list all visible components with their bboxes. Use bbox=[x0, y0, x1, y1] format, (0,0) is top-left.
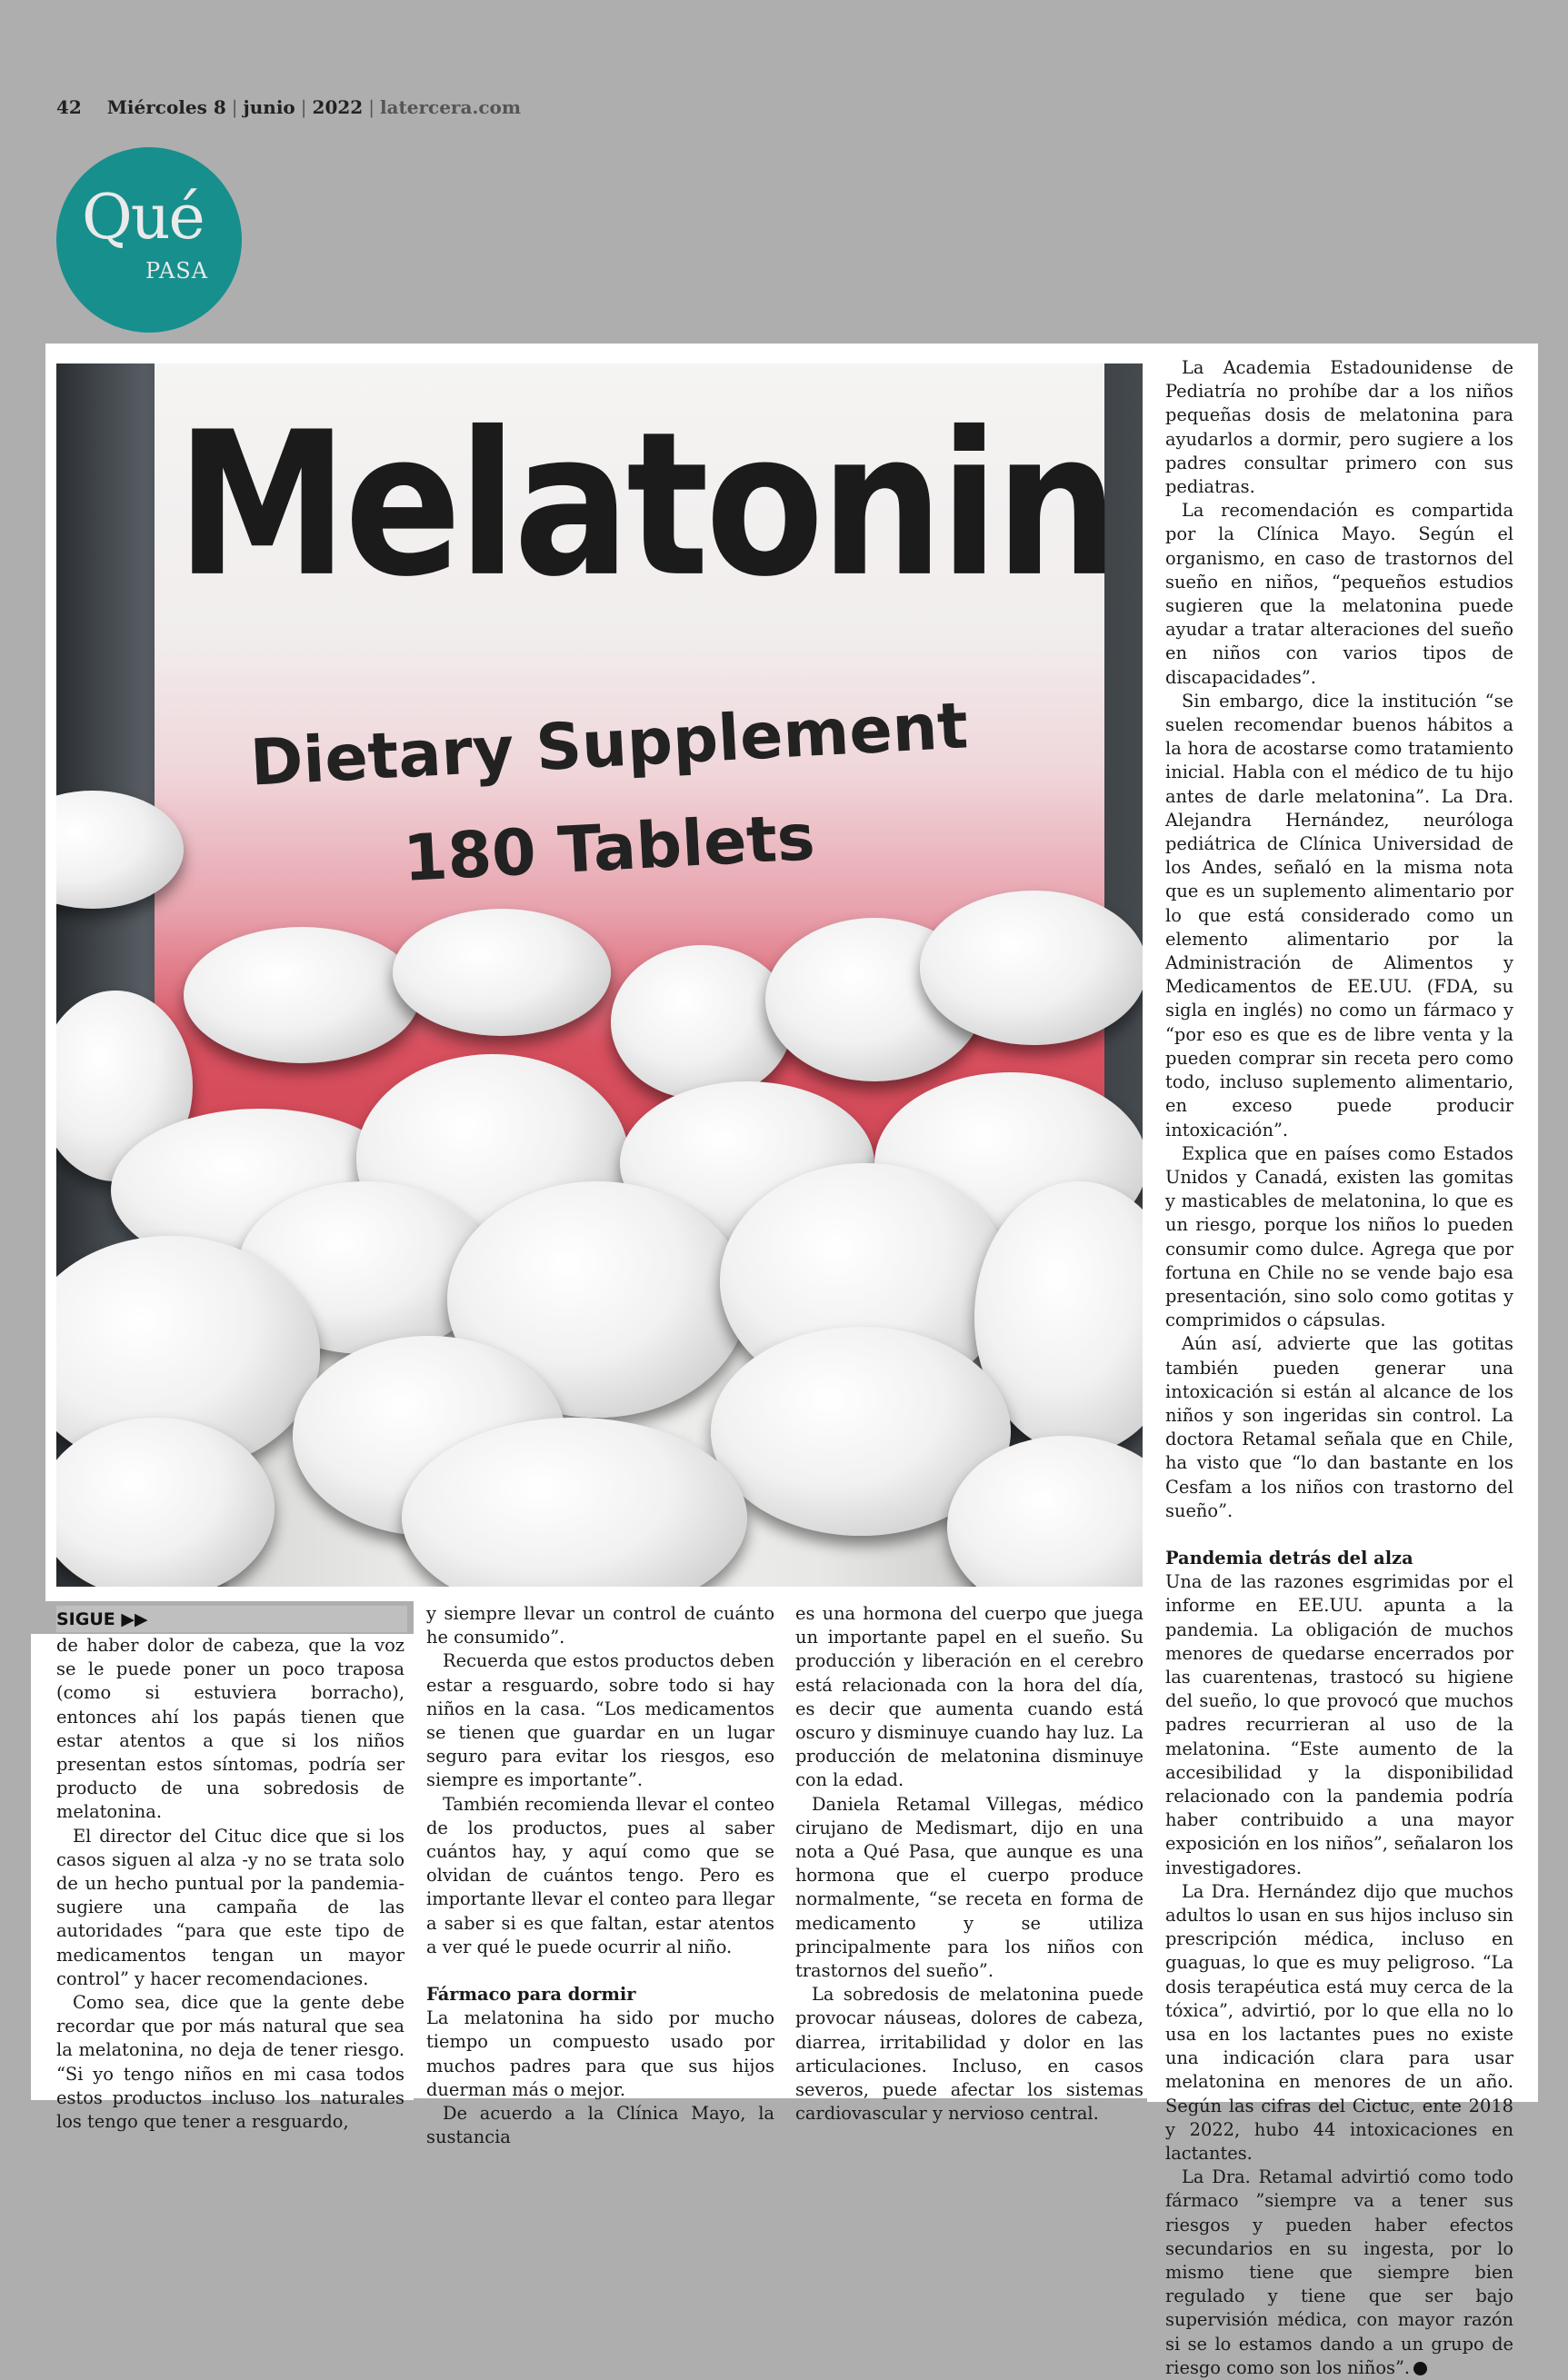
page-header: 42 Miércoles 8 | junio | 2022 | latercera.com bbox=[56, 96, 522, 118]
sigue-label: SIGUE ▶▶ bbox=[56, 1606, 407, 1632]
page-number: 42 bbox=[56, 96, 82, 118]
paragraph: La recomendación es compartida por la Clínica Mayo. Según el organismo, en caso de trastornos del sueño en niños, “pequeños estudios sugieren que la melatonina puede ayudar a tratar alteraciones del sueño en niños con varios tipos de discapacidades”. bbox=[1165, 500, 1513, 688]
paragraph: Recuerda que estos productos deben estar a resguardo, sobre todo si hay niños en la casa. “Los medicamentos se tienen que guardar en un lugar seguro para evitar los riesgos, eso siempre es importante”. bbox=[426, 1650, 774, 1791]
paragraph: Explica que en países como Estados Unidos y Canadá, existen las gomitas y masticables de melatonina, lo que es un riesgo, porque los niños lo pueden consumir como dulce. Agrega que por fortuna en Chile no se vende bajo esa presentación, sino solo como gotitas y comprimidos o cápsulas. bbox=[1165, 1142, 1513, 1331]
paragraph: La Dra. Retamal advirtió como todo fármaco ”siempre va a tener sus riesgos y pueden haber efectos secundarios en su ingesta, por lo mismo tiene que siempre bien regulado y tiene que ser bajo supervisión médica, con mayor razón si se lo estamos dando a un grupo de riesgo como son los niños”. bbox=[1165, 2166, 1513, 2378]
paragraph: es una hormona del cuerpo que juega un importante papel en el sueño. Su producción y liberación en el cerebro está relacionada con la hora del día, es decir que aumenta cuando está oscuro y disminuye cuando hay luz. La producción de melatonina disminuye con la edad. bbox=[795, 1603, 1144, 1791]
paragraph: La melatonina ha sido por mucho tiempo un compuesto usado por muchos padres para que sus hijos duerman más o mejor. bbox=[426, 2007, 774, 2100]
header-date-day: Miércoles 8 bbox=[106, 96, 226, 118]
paragraph: También recomienda llevar el conteo de los productos, pues al saber cuántos hay, y aquí como que se olvidan de cuántos tengo. Pero es importante llevar el conteo para llegar a saber si es que faltan, estar atentos a ver qué le puede ocurrir al niño. bbox=[426, 1793, 774, 1957]
paragraph: Daniela Retamal Villegas, médico cirujano de Medismart, dijo en una nota a Qué Pasa, que aunque es una hormona que el cuerpo produce normalmente, “se receta en forma de medicamento y se utiliza principalmente para los niños con trastornos del sueño”. bbox=[795, 1793, 1144, 1982]
article-column-2 bbox=[426, 1602, 774, 2149]
melatonin-bottle-photo bbox=[56, 363, 1143, 1587]
article-column-3 bbox=[795, 1602, 1144, 2126]
tablet bbox=[920, 891, 1143, 1045]
paragraph: Una de las razones esgrimidas por el informe en EE.UU. apunta a la pandemia. La obligación de muchos menores de quedarse encerrados por las cuarentenas, trastocó su higiene del sueño, lo que provocó que muchos padres recurrieran al uso de la melatonina. “Este aumento de la accesibilidad y la disponibilidad relacionado con la pandemia podría haber contribuido a una mayor exposición en los niños”, señalaron los investigadores. bbox=[1165, 1571, 1513, 1878]
paragraph: De acuerdo a la Clínica Mayo, la sustancia bbox=[426, 2103, 774, 2148]
paragraph: La sobredosis de melatonina puede provocar náuseas, dolores de cabeza, diarrea, irritabilidad y dolor en las articulaciones. Incluso, en casos severos, puede afectar los sistemas cardiovascular y nervioso central. bbox=[795, 1984, 1144, 2125]
tablet bbox=[184, 927, 420, 1063]
header-month: junio bbox=[243, 96, 295, 118]
header-year: 2022 bbox=[312, 96, 364, 118]
tablet bbox=[611, 945, 793, 1100]
paragraph: La Academia Estadounidense de Pediatría no prohíbe dar a los niños pequeñas dosis de melatonina para ayudarlos a dormir, pero sugiere a los padres consultar primero con sus pediatras. bbox=[1165, 357, 1513, 498]
paragraph: Aún así, advierte que las gotitas también pueden generar una intoxicación si están al alcance de los niños y son ingeridas sin control. La doctora Retamal señala que en Chile, ha visto que “lo dan bastante en los Cesfam a los niños con trastorno del sueño”. bbox=[1165, 1333, 1513, 1521]
tablet bbox=[393, 909, 611, 1036]
paragraph: Sin embargo, dice la institución “se suelen recomendar buenos hábitos a la hora de acostarse como tratamiento inicial. Habla con el médico de tu hijo antes de darle melatonina”. La Dra. Alejandra Hernández, neuróloga pediátrica de Clínica Universidad de los Andes, señaló en la misma nota que es un suplemento alimentario por lo que está considerado como un elemento alimentario por la Administración de Alimentos y Medicamentos de EE.UU. (FDA, su sigla en inglés) no como un fármaco y “por eso es que es de libre venta y la pueden comprar sin receta pero como todo, incluso suplemento alimentario, en exceso puede producir intoxicación”. bbox=[1165, 690, 1513, 1140]
logo-que-text: Qué bbox=[82, 182, 204, 254]
article-column-1 bbox=[56, 1634, 404, 2134]
article-column-4 bbox=[1165, 356, 1513, 2380]
logo-pasa-text: PASA bbox=[145, 258, 209, 284]
paragraph: y siempre llevar un control de cuánto he consumido”. bbox=[426, 1603, 774, 1648]
bottle-subtitle: Dietary Supplement bbox=[248, 688, 970, 801]
end-mark-icon bbox=[1413, 2362, 1427, 2375]
bottle-title: Melatonin bbox=[175, 389, 1115, 621]
paragraph: La Dra. Hernández dijo que muchos adultos lo usan en sus hijos incluso sin prescripción médica, incluso en guaguas, lo que es muy peligroso. “La dosis terapéutica está muy cerca de la tóxica”, advirtió, por lo que ella no lo usa en los lactantes pues no existe una indicación clara para usar melatonina en menores de un año. Según las cifras del Cictuc, ente 2018 y 2022, hubo 44 intoxicaciones en lactantes. bbox=[1165, 1880, 1513, 2165]
subheading-pandemia: Pandemia detrás del alza bbox=[1165, 1547, 1413, 1568]
bottle-count: 180 Tablets bbox=[401, 800, 817, 896]
que-pasa-logo bbox=[56, 147, 242, 333]
header-site[interactable]: latercera.com bbox=[379, 96, 522, 118]
paragraph: de haber dolor de cabeza, que la voz se le puede poner un poco traposa (como si estuviera borracho), entonces ahí los papás tienen que estar atentos a que si los niños presentan estos síntomas, podría ser producto de una sobredosis de melatonina. bbox=[56, 1635, 404, 1823]
paragraph: Como sea, dice que la gente debe recordar que por más natural que sea la melatonina, no deja de tener riesgo. “Si yo tengo niños en mi casa todos estos productos incluso los naturales los tengo que tener a resguardo, bbox=[56, 1992, 404, 2133]
subheading-farmaco: Fármaco para dormir bbox=[426, 1984, 636, 2006]
paragraph: El director del Cituc dice que si los casos siguen al alza -y no se trata solo de un hecho puntual por la pandemia- sugiere una campaña de las autoridades “para que este tipo de medicamentos tengan un mayor control” y hacer recomendaciones. bbox=[56, 1825, 404, 1989]
